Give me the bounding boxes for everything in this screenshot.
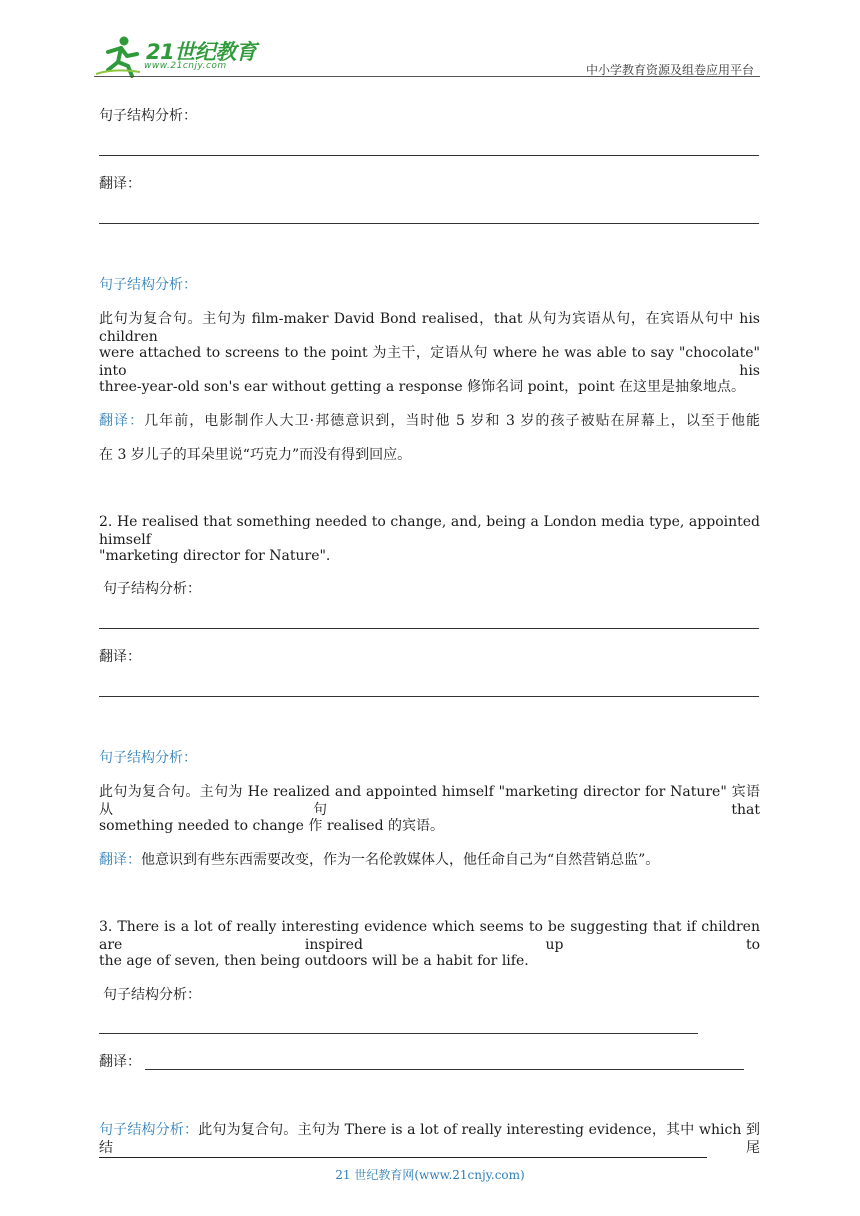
item1-answer-analysis-line: three-year-old son's ear without getting a response 修饰名词 point，point 在这里是抽象地点。	[99, 379, 746, 395]
item1-answer-translate-text: 几年前，电影制作人大卫·邦德意识到，当时他 5 岁和 3 岁的孩子被贴在屏幕上，以至于他能	[144, 413, 760, 429]
item1-answer-translate	[99, 412, 760, 430]
item1-answer-translate-label: 翻译：	[99, 413, 145, 429]
item2-analysis-blank	[99, 628, 759, 629]
item2-answer-translate-label: 翻译：	[99, 852, 141, 868]
item1-answer-analysis-line: were attached to screens to the point 为主干，定语从句 where he was able to say "chocolate" into his	[99, 345, 760, 379]
item2-analysis-prompt: 句子结构分析：	[103, 581, 201, 597]
item3-answer-analysis-text: 此句为复合句。主句为 There is a lot of really interesting evidence，其中 which 到结尾	[99, 1122, 761, 1156]
item2-answer-translate-text: 他意识到有些东西需要改变，作为一名伦敦媒体人，他任命自己为“自然营销总监”。	[141, 852, 660, 868]
item2-answer-translate	[99, 851, 659, 869]
item1-translate-blank	[99, 223, 759, 224]
item1-analysis-prompt: 句子结构分析：	[99, 108, 197, 124]
item1-translate-prompt: 翻译：	[99, 176, 141, 192]
item2-translate-blank	[99, 696, 759, 697]
header-divider	[94, 76, 760, 77]
item3-sentence-line2: the age of seven, then being outdoors will be a habit for life.	[99, 953, 529, 969]
runner-icon	[94, 34, 146, 78]
item2-sentence-line1: 2. He realised that something needed to change, and, being a London media type, appointed himself	[99, 514, 760, 548]
item3-analysis-prompt: 句子结构分析：	[103, 987, 201, 1003]
item1-answer-analysis-line: 此句为复合句。主句为 film-maker David Bond realised，that 从句为宾语从句，在宾语从句中 his children	[99, 311, 760, 345]
item3-answer-analysis-label: 句子结构分析：	[99, 1122, 199, 1138]
platform-name: 中小学教育资源及组卷应用平台	[585, 63, 754, 77]
item1-answer-translate-line2: 在 3 岁儿子的耳朵里说“巧克力”而没有得到回应。	[99, 447, 412, 463]
logo-brand-text: 21世纪教育	[146, 40, 257, 64]
item3-answer-analysis	[99, 1121, 760, 1157]
item3-translate-blank	[145, 1069, 744, 1070]
item2-sentence-line2: "marketing director for Nature".	[99, 548, 331, 564]
item3-translate-prompt: 翻译：	[99, 1054, 141, 1070]
item3-analysis-blank	[99, 1033, 698, 1034]
item1-answer-analysis-label: 句子结构分析：	[99, 277, 197, 293]
item2-answer-analysis-line1: 此句为复合句。主句为 He realized and appointed himself "marketing director for Nature" 宾语从句 that	[99, 784, 760, 818]
logo	[94, 34, 264, 78]
logo-url-text: www.21cnjy.com	[144, 61, 227, 71]
item1-analysis-blank	[99, 155, 759, 156]
item2-translate-prompt: 翻译：	[99, 649, 141, 665]
item2-answer-analysis-line2: something needed to change 作 realised 的宾语。	[99, 818, 445, 834]
item2-answer-analysis-label: 句子结构分析：	[99, 750, 197, 766]
item3-sentence-line1: 3. There is a lot of really interesting evidence which seems to be suggesting that if children are inspired up to	[99, 919, 760, 953]
footer-text: 21 世纪教育网(www.21cnjy.com)	[335, 1168, 525, 1182]
footer-divider	[99, 1157, 707, 1158]
